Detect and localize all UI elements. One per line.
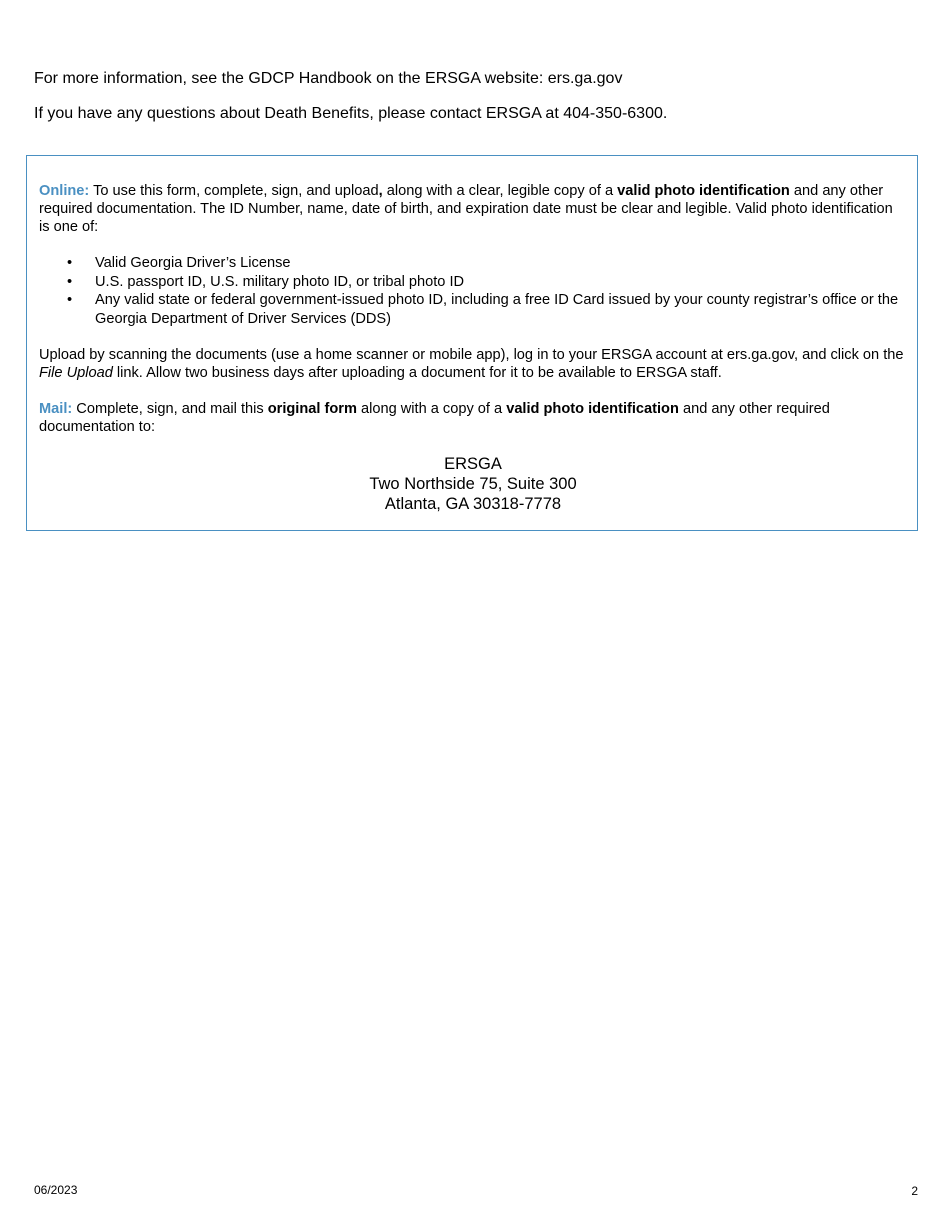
bullet-icon: •	[67, 273, 73, 290]
online-valid-photo-id: valid photo identification	[617, 183, 790, 199]
mail-valid-photo-id: valid photo identification	[506, 401, 679, 418]
bullet-icon: •	[67, 255, 73, 271]
list-item-text: U.S. passport ID, U.S. military photo ID, or tribal photo ID	[95, 273, 465, 290]
online-text-c: and any other required documentation. The ID Number, name, date of birth, and expiration date must be clear and legible. Valid photo identification is one of:	[39, 183, 893, 235]
footer-date: 06/2023	[34, 1183, 78, 1197]
address-city: Atlanta, GA 30318-7778	[384, 494, 562, 513]
mail-text-b: along with a copy of a	[356, 401, 507, 418]
mail-label: Mail:	[39, 401, 73, 418]
upload-text-b: link. Allow two business days after uploading a document for it to be available to ERSGA staff.	[112, 365, 722, 382]
online-text-a: To use this form, complete, sign, and upload	[89, 183, 379, 199]
list-item	[67, 254, 907, 273]
mail-instructions	[39, 400, 907, 436]
valid-id-list	[39, 254, 907, 328]
list-item-text: Valid Georgia Driver’s License	[95, 255, 291, 271]
online-instructions	[39, 182, 907, 236]
mailing-address	[39, 455, 907, 514]
online-label: Online:	[39, 183, 90, 199]
upload-text-a: Upload by scanning the documents (use a home scanner or mobile app), log in to your ERSGA account at ers.ga.gov, and click on the	[39, 347, 904, 364]
page-number: 2	[911, 1184, 918, 1198]
bullet-icon: •	[67, 292, 73, 309]
online-text-b: along with a clear, legible copy of a	[382, 183, 618, 199]
list-item-text: Any valid state or federal government-issued photo ID, including a free ID Card issued by your county registrar’s office or the Georgia Department of Driver Services (DDS)	[95, 292, 899, 327]
address-name: ERSGA	[444, 455, 502, 474]
intro-questions: If you have any questions about Death Benefits, please contact ERSGA at 404-350-6300.	[34, 105, 668, 122]
mail-text-a: Complete, sign, and mail this	[72, 401, 268, 418]
online-comma: ,	[378, 183, 383, 199]
upload-instructions	[39, 346, 907, 382]
box-content	[39, 182, 907, 514]
intro-more-info: For more information, see the GDCP Handbook on the ERSGA website: ers.ga.gov	[34, 70, 623, 87]
list-item	[67, 273, 907, 292]
submission-instructions-box	[26, 155, 918, 531]
address-street: Two Northside 75, Suite 300	[369, 475, 577, 494]
list-item	[67, 291, 907, 328]
mail-original-form: original form	[267, 401, 357, 418]
file-upload-link: File Upload	[39, 365, 113, 382]
mail-text-c: and any other required documentation to:	[39, 401, 830, 436]
